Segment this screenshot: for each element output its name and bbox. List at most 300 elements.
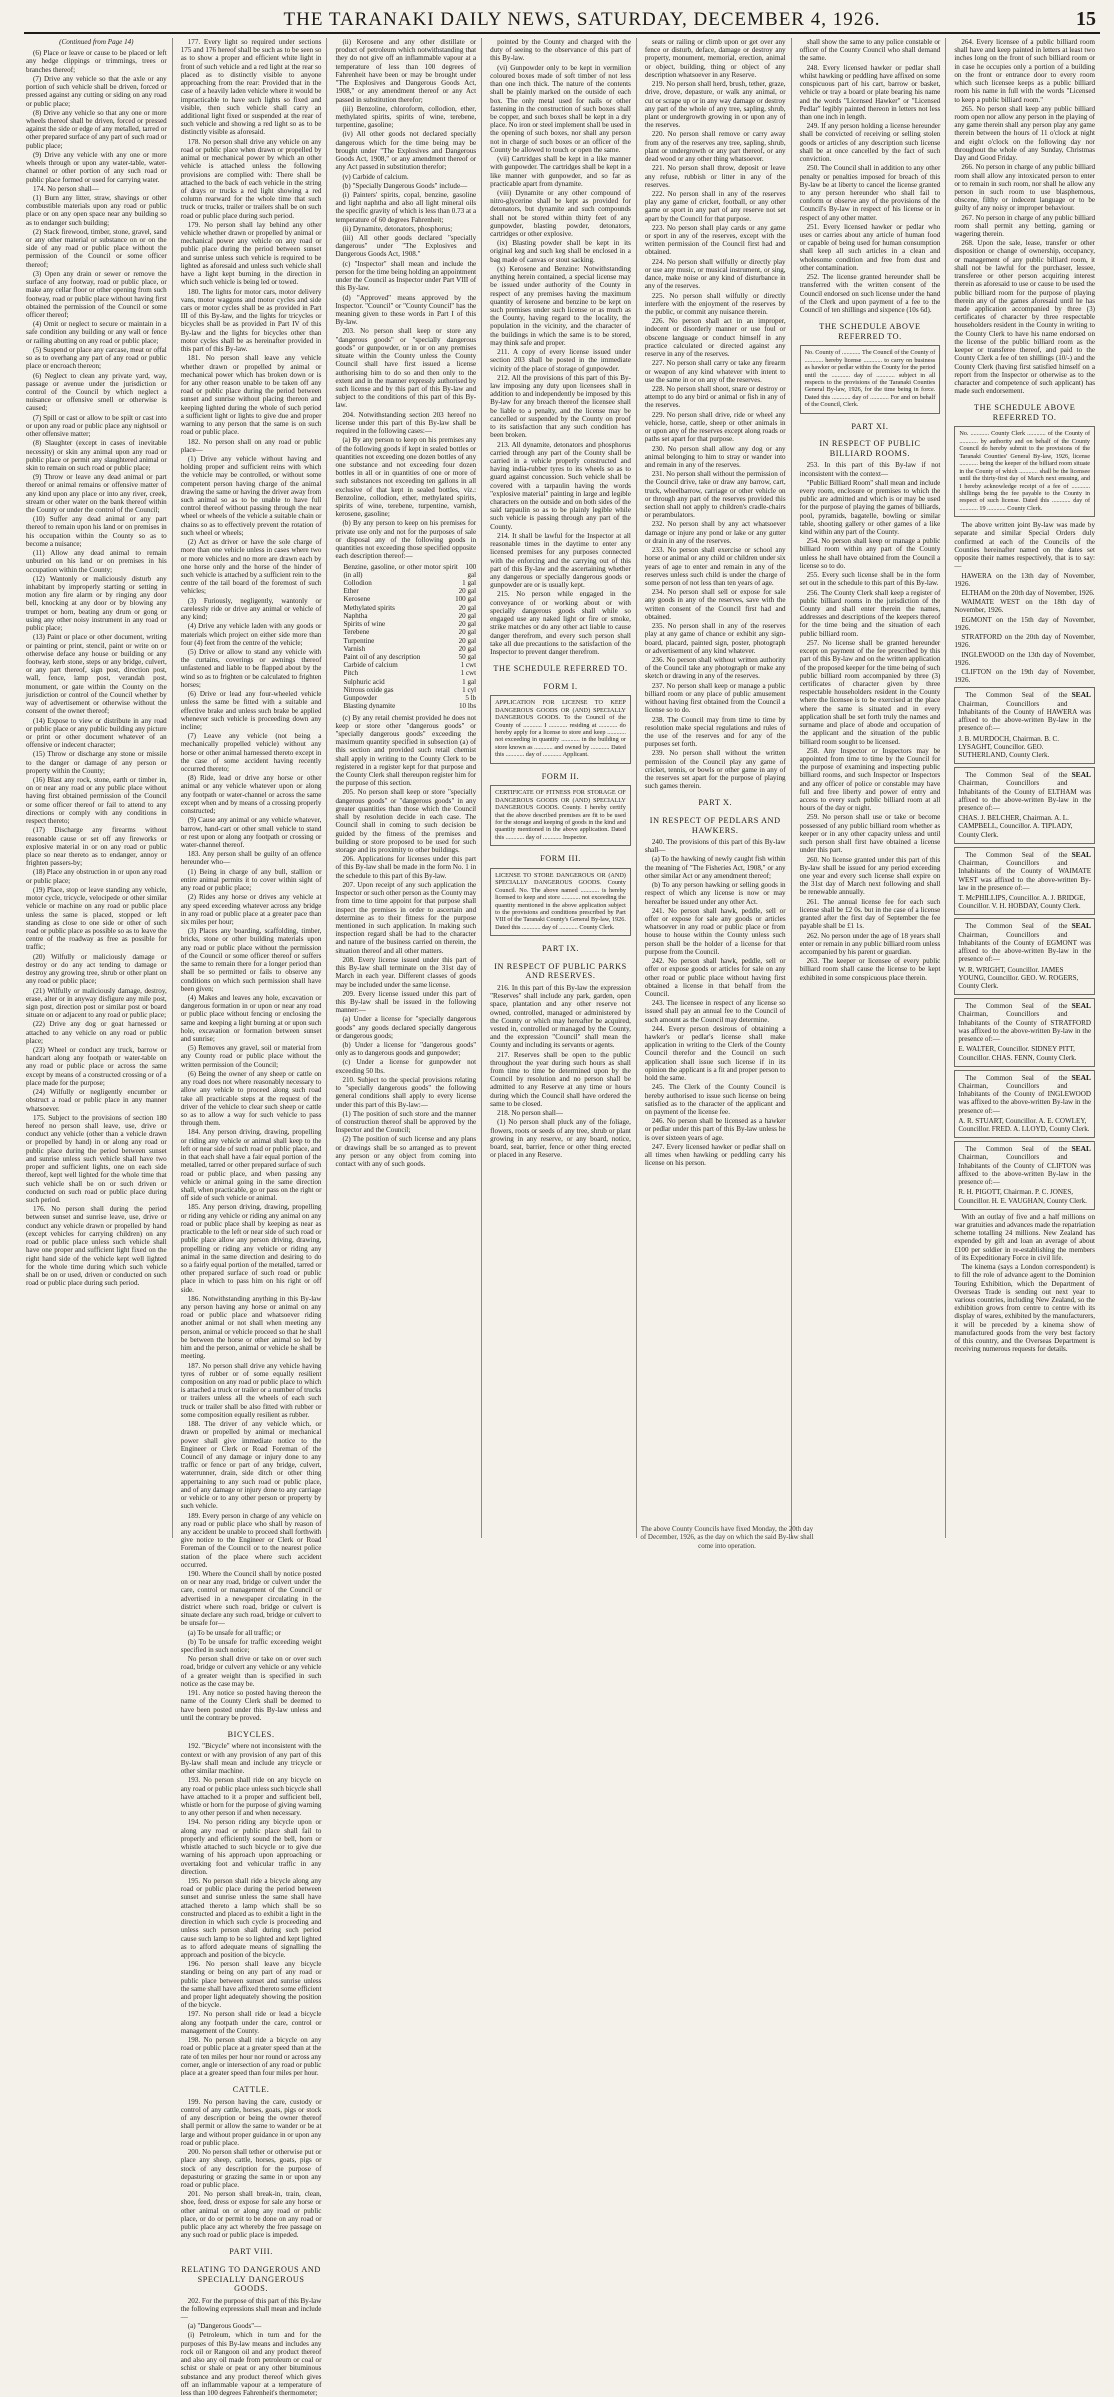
goods-quantity: 20 gal	[458, 636, 477, 645]
paragraph: (8) Drive any vehicle so that any one or more wheels thereof shall be driven, forced or pressed against the side or edge of any metalled, tarred or other prepared surface of any part of such road or public place;	[26, 108, 167, 150]
paragraph: 255. Every such license shall be in the form set out in the schedule to this part of this By-law.	[799, 571, 941, 588]
paragraph: (6) Being the owner of any sheep or cattle on any road does not where reasonably necessary to allow any vehicle to proceed along such road take all practicable steps at the request of the driver of the vehicle to clear such sheep or cattle so as to allow a way for such vehicle to pass through them.	[180, 1069, 322, 1128]
paragraph: ELTHAM on the 20th day of November, 1926.	[961, 589, 1095, 597]
paragraph: "Public Billiard Room" shall mean and include every room, enclosure or premises to which the public are admitted and which is or may be used for the purpose of playing the games of billiards, pool, pyramids, bagatelle, bowling or similar table, shooting gallery or other games of a like kind within any part of the County.	[799, 478, 941, 537]
schedule-form	[800, 345, 941, 414]
goods-name: Collodion	[343, 579, 372, 587]
goods-quantity: 100 gal	[465, 562, 477, 579]
paragraph: 192. "Bicycle" where not inconsistent with the context or with any provision of any part of this By-law shall mean and include any tricycle or other similar machine.	[180, 1742, 322, 1776]
signatories: E. WALTER, Councillor. SIDNEY PITT, Councillor. CHAS. FENN, County Clerk.	[958, 1045, 1077, 1062]
seal-attestation	[954, 847, 1095, 916]
paragraph: 229. No person shall drive, ride or wheel any vehicle, horse, cattle, sheep or other animals in or upon any of the reserves except along roads or paths set apart for that purpose.	[644, 410, 786, 444]
goods-quantity: 5 lb	[465, 694, 477, 703]
paragraph: (ii) Dynamite, detonators, phosphorus;	[342, 224, 453, 233]
seal-attestation	[954, 1141, 1095, 1210]
paragraph: (3) Places any boarding, scaffolding, timber, bricks, stone or other building materials upon any road or public place without the permission of the Council or some officer thereof or suffers the same to remain there for a longer period than shall be so permitted or fails to observe any conditions on which such permission shall have been given;	[180, 927, 322, 993]
section-heading: PART X.	[698, 798, 733, 808]
goods-name: Turpentine	[343, 636, 375, 645]
paragraph: (1) The position of such store and the manner of construction thereof shall be approved by the Inspector and the Council;	[335, 1109, 477, 1135]
paragraph: (13) Paint or place or other document, writing or painting or print, stencil, paint or write on or otherwise deface any house or building or any footway, kerb stone, steps or any bridge, culvert, or any part thereof, sign post, direction post, wall, fence, lamp post, verandah post, monument, or gate within the County on the jurisdiction or control of the Council whether by way of advertisement or otherwise without the consent of the owner thereof;	[26, 633, 167, 716]
signatories: J. B. MURDOCH, Chairman. B. C. LYSAGHT, Councillor. GEO. SUTHERLAND, County Clerk.	[958, 734, 1060, 759]
paragraph: 181. No person shall leave any vehicle whether drawn or propelled by animal or mechanical power which has broken down or is for any other reason unable to be taken off any road or public place during the period between sunset and sunrise without placing thereon and keeping lighted during the whole of such period a sufficient light or lights to give due and proper warning to any person that the same is on such road or public place.	[180, 354, 322, 437]
paragraph: 245. The Clerk of the County Council is hereby authorised to issue such license on being satisfied as to the character of the applicant and on payment of the license fee.	[644, 1083, 786, 1117]
quantity-row	[343, 579, 476, 587]
paragraph: (10) Suffer any dead animal or any part thereof to remain upon his land or on premises in his occupation within the County so as to become a nuisance;	[26, 515, 167, 548]
schedule-form-text: CERTIFICATE OF FITNESS FOR STORAGE OF DANGEROUS GOODS OR (AND) SPECIALLY DANGEROUS GOODS. County. I hereby certify that the above described premises are fit to be used for the storage and keeping of goods in the kind and quantity mentioned in the above application. Dated this ............ day of ............ Inspector.	[495, 789, 626, 841]
paragraph: (6) Drive or lead any four-wheeled vehicle unless the same be fitted with a suitable and effective brake and unless such brake be applied whenever such vehicle is proceeding down any incline;	[180, 690, 322, 731]
paragraph: INGLEWOOD on the 13th day of November, 1926.	[954, 650, 1096, 667]
goods-name: Sulphuric acid	[343, 677, 385, 686]
paragraph: 224. No person shall wilfully or directly play or use any music, or musical instrument, or sing, dance, make noise or any kind of disturbance in any of the reserves.	[644, 257, 786, 291]
quantity-row	[343, 678, 476, 686]
quantity-row	[343, 595, 476, 603]
goods-quantity: 1 gal	[462, 677, 477, 686]
paragraph: 195. No person shall ride a bicycle along any road or public place during the period between sunset and sunrise unless the same shall have attached thereto a lamp which shall be so constructed and placed as to exhibit a light in the direction in which such cycle is proceeding and unless such person shall during such period cause such lamp to be so lighted and kept lighted as to afford adequate means of signalling the approach and position of the bicycle.	[180, 1876, 322, 1959]
paragraph: 211. A copy of every license issued under section 203 shall be posted in the immediate vicinity of the place of storage of gunpowder.	[490, 348, 631, 373]
paragraph: 237. No person shall keep or manage a public billiard room or any place of public amusement without having first obtained from the Council a license so to do.	[644, 681, 786, 715]
paragraph: (2) The position of such license and any plans or drawings shall be so arranged as to prevent any person or any object from coming into contact with any of such goods.	[335, 1135, 477, 1169]
seal-mark: SEAL	[1071, 770, 1092, 780]
seal-mark: SEAL	[1071, 849, 1092, 859]
paragraph: (9) Drive any vehicle with any one or more wheels through or upon any water-table, water-channel or other portion of any such road or public place formed or used for carrying water.	[26, 150, 167, 184]
paragraph: 189. Every person in charge of any vehicle on any road or public place who shall by reason of any accident be unable to proceed shall forthwith give notice to the Engineer or Clerk or Road Foreman of the Council or to the nearest police station of the place where such accident occurred.	[180, 1511, 322, 1569]
paragraph: 242. No person shall hawk, peddle, sell or offer or expose goods or articles for sale on any other road or public place without having first obtained a license in that behalf from the Council.	[644, 957, 786, 998]
text-column	[798, 38, 947, 1538]
seal-mark: SEAL	[1071, 921, 1092, 931]
goods-quantity: 20 gal	[458, 611, 477, 620]
paragraph: (4) Drive any vehicle laden with any goods or materials which project on either side more than four (4) feet from the centre of the vehicle;	[180, 622, 322, 647]
seal-text: The Common Seal of the Chairman, Councillors and Inhabitants of the County of CLIFTON was affixed to the above-written By-law in the presence of:—	[958, 1145, 1092, 1187]
seal-attestation	[954, 1070, 1095, 1139]
text-column	[333, 38, 482, 1538]
paragraph: (v) Carbide of calcium.	[342, 172, 409, 181]
paragraph: 177. Every light so required under sections 175 and 176 hereof shall be such as to be seen so as to show a proper and efficient white light in front of such vehicle and a red light at the rear so placed as to distinctly visible to anyone approaching from the rear: Provided that in the case of a heavily laden vehicle where it would be impracticable to have such lights so fixed and visible, then such vehicle shall carry an additional light fixed or suspended at the rear of such vehicle and showing a red light so as to be distinctly visible as aforesaid.	[180, 38, 322, 137]
paragraph: (12) Wantonly or maliciously disturb any inhabitant by improperly starting or setting in motion any fire alarm or by ringing any door bell, knocking at any door or by blowing any trumpet or horn, beating any drum or gong or using any other noisy instrument in any road or public place;	[26, 574, 167, 633]
paragraph: 247. Every licensed hawker or pedlar shall on all times when hawking or peddling carry his license on his person.	[644, 1142, 786, 1168]
goods-name: Methylated spirits	[343, 603, 395, 612]
paragraph: 198. No person shall ride a bicycle on any road or public place at a greater speed than at the rate of ten miles per hour nor round or across any corner, angle or intersection of any road or public place at a greater speed than four miles per hour.	[180, 2036, 322, 2078]
paragraph: 183. Any person shall be guilty of an offence hereunder who—	[180, 850, 322, 867]
goods-name: Carbide of calcium	[343, 661, 398, 670]
quantity-row	[343, 702, 476, 710]
paragraph: 220. No person shall remove or carry away from any of the reserves any tree, sapling, shrub, plant or undergrowth or any part thereof, or any dead wood or any other thing whatsoever.	[644, 130, 786, 164]
section-heading: IN RESPECT OF PUBLIC PARKS AND RESERVES.	[494, 961, 627, 981]
paragraph: 219. No person shall herd, brush, tether, graze, drive, drove, depasture, or walk any animal, or cut or scrape up or in any way damage or destroy any part of the whole of any tree, sapling, shrub, plant or undergrowth growing in or upon any of the reserves.	[644, 80, 786, 130]
paragraph: 259. No person shall use or take or become possessed of any public billiard room whether as keeper or in any other capacity unless and until such person shall first have obtained a license under this part.	[799, 813, 941, 855]
paragraph: 193. No person shall ride on any bicycle on any road or public place unless such bicycle shall have attached to it a proper and sufficient bell, whistle or horn for the purpose of giving warning to any other person if and when necessary.	[180, 1776, 322, 1818]
quantity-row	[343, 637, 476, 645]
quantity-row	[343, 620, 476, 628]
section-heading: FORM III.	[540, 854, 581, 864]
goods-quantity: 20 gal	[458, 620, 477, 629]
paragraph: (5) Removes any gravel, soil or material from any County road or public place without the written permission of the Council;	[180, 1044, 322, 1069]
paragraph: (a) "Dangerous Goods"—	[187, 2322, 262, 2331]
paragraph: 233. No person shall exercise or school any horse or animal or any child or children under six years of age to enter and remain in any of the reserves unless such child is under the charge of some person of not less than ten years of age.	[644, 546, 786, 587]
paragraph: 221. No person shall throw, deposit or leave any refuse, rubbish or litter in any of the reserves.	[644, 164, 786, 189]
seal-attestation	[954, 998, 1095, 1067]
goods-name: Gunpowder	[343, 694, 377, 703]
goods-name: Varnish	[343, 644, 366, 653]
seal-mark: SEAL	[1071, 1072, 1092, 1082]
section-heading: THE SCHEDULE ABOVE REFERRED TO.	[974, 403, 1076, 422]
goods-quantity: 10 lbs	[459, 702, 477, 711]
paragraph: (a) To be unsafe for all traffic; or	[187, 1628, 281, 1637]
paragraph: EGMONT on the 15th day of November, 1926.	[954, 615, 1096, 632]
signatories: W. R. WRIGHT, Councillor. JAMES YOUNG, Councillor. GEO. W. ROGERS, County Clerk.	[958, 965, 1079, 990]
paragraph: 201. No person shall break-in, train, clean, shoe, feed, dress or expose for sale any horse or other animal on or along any road or public place, or do or permit to be done on any road or public place any act whereby the free passage on any such road or public place is impeded.	[180, 2190, 322, 2240]
paragraph: 244. Every person desirous of obtaining a hawker's or pedlar's license shall make application in writing to the Clerk of the County Council therefor and the Council on such application shall issue such license if in its opinion the applicant is a fit and proper person to hold the same.	[644, 1024, 786, 1083]
paragraph: 175. Subject to the provisions of section 180 hereof no person shall leave, use, drive or conduct any vehicle (other than a vehicle drawn or propelled by hand) in or along any road or public place during the period between sunset and sunrise unless such vehicle shall have two proper and sufficient lights, one on each side thereof, kept well lighted for the whole time that such vehicle shall be on or such driven or conducted on such road or public place during such period.	[26, 1113, 167, 1204]
paragraph: 179. No person shall lay behind any other vehicle whether drawn or propelled by animal or mechanical power any vehicle on any road or public place during the period between sunset and sunrise unless such vehicle is required to be lighted as aforesaid and unless such vehicle shall have a light kept burning in the direction in which such vehicle is being led or towed.	[180, 220, 322, 287]
schedule-form-text: No. ............ County Clerk ............ of the County of ............ by authority and on behalf of the County Council do hereby submit to the provisions of the Taranaki Counties' General By-law, 1926, license ............ being the keeper of the billiard room situate in the County of which ............ shall be the licensee until the thirty-first day of March next ensuing, and I hereby acknowledge receipt of a fee of ............ shillings being the fee payable to the County in respect of such license. Dated this ............ day of ............ 19 ............ County Clerk.	[959, 430, 1091, 512]
paragraph: 209. Every license issued under this part of this By-law shall be issued in the following manner:—	[335, 989, 477, 1015]
goods-name: Naphtha	[343, 611, 368, 620]
paragraph: CLIFTON on the 19th day of November, 1926.	[954, 667, 1096, 685]
paragraph: (17) Discharge any firearms without reasonable cause or set off any fireworks or explosive material in or on any road or public place so near thereto as to endanger, annoy or frighten passers-by;	[26, 826, 167, 868]
paragraph: (a) Under a license for "specially dangerous goods" any goods declared specially dangerous or dangerous goods;	[335, 1015, 477, 1040]
goods-quantity: 100 gal	[455, 595, 477, 604]
quantity-row	[343, 563, 476, 579]
paragraph: (22) Drive any dog or goat harnessed or attached to any vehicle on any road or public place;	[26, 1020, 167, 1045]
goods-quantity: 20 gal	[458, 603, 477, 612]
quantity-row	[343, 645, 476, 653]
paragraph: (2) Stack firewood, timber, stone, gravel, sand or any other material or substance on or on the side of any road or public place without the permission of the Council or some officer thereof;	[26, 227, 167, 269]
seal-attestation	[954, 767, 1095, 844]
goods-quantity: 20 gal	[458, 644, 477, 653]
schedule-form-text: LICENSE TO STORE DANGEROUS OR (AND) SPECIALLY DANGEROUS GOODS. County Council. No. The above named ............ is hereby licensed to keep and store ............ not exceeding the quantity mentioned in the above application subject to the provisions and conditions prescribed by Part VIII of the Taranaki County's General By-law, 1926. Dated this ............ day of ............ County Clerk.	[495, 871, 626, 931]
paragraph: (8) Ride, lead or drive any horse or other animal or any vehicle whatever upon or along any footpath or water-channel or across the same except when and by means of a crossing properly constructed;	[180, 774, 322, 816]
signatories: A. R. STUART, Councillor. A. E. COWLEY, Councillor. FRED. A. LLOYD, County Clerk.	[958, 1116, 1090, 1134]
paragraph: (iii) Benzoline, chloroform, collodion, ether, methylated spirits, spirits of wine, terebene, turpentine, gasoline;	[335, 104, 477, 130]
paragraph: 228. No person shall shoot, snare or destroy or attempt to do any bird or animal or fish in any of the reserves.	[644, 384, 786, 410]
paragraph: 176. No person shall during the period between sunset and sunrise leave, use, drive or conduct any vehicle drawn or propelled by hand (except vehicles for carrying children) on any road or public place unless such vehicle shall have one proper and sufficient light fixed on the right hand side of the vehicle kept well lighted for the whole time during which such vehicle shall be on or used, driven or conducted on such road or public place during such period.	[26, 1205, 167, 1288]
paragraph: The kinema (says a London correspondent) is to fill the role of advance agent to the Dominion Touring Exhibition, which the Department of Overseas Trade is sending out next year to various countries, including New Zealand, so the exhibition grows from centre to centre with its display of wares, exhibited by the manufacturers, it will be preceded by a kinema show of manufactured goods from the very best factory of this country, and the Overseas Department is receiving numerous requests for details.	[954, 1263, 1096, 1354]
goods-name: Benzine, gasoline, or other motor spirit (in all)	[343, 562, 458, 579]
paragraph: (15) Throw or discharge any stone or missile to the danger or damage of any person or property within the County;	[26, 750, 167, 775]
paragraph: 248. Every licensed hawker or pedlar shall whilst hawking or peddling have affixed on some conspicuous part of his cart, barrow or basket, vehicle or tray a board or plate bearing his name and the words "Licensed Hawker" or "Licensed Pedlar" legibly painted thereon in letters not less than one inch in length.	[799, 63, 941, 121]
paragraph: 206. Applications for licenses under this part of this By-law shall be made in the form No. 1 in the schedule to this part of this By-law.	[335, 855, 477, 880]
paragraph: 208. Every license issued under this part of this By-law shall terminate on the 31st day of March in each year. Different classes of goods may be included under the same license.	[335, 955, 477, 989]
paragraph: 241. No person shall hawk, peddle, sell or offer or expose for sale any goods or articles whatsoever in any road or public place or from house to house within the County unless such person shall be the holder of a license for that purpose from the Council.	[644, 906, 786, 956]
paragraph: 263. The keeper or licensee of every public billiard room shall cause the license to be kept exhibited in some conspicuous place therein.	[799, 957, 941, 982]
paragraph: (18) Place any obstruction in or upon any road or public place;	[26, 868, 167, 885]
paragraph: 258. Any Inspector or Inspectors may be appointed from time to time by the Council for the purpose of examining and inspecting public billiard rooms, and such Inspector or Inspectors and any officer of police or constable may have full and free liberty and power of entry and access to every such public billiard room at all hours of the day or night.	[799, 746, 941, 813]
paragraph: (i) Petroleum, which in turn and for the purposes of this By-law means and includes any rock oil or Rangoon oil and any product thereof and also any oil made from petroleum or coal or schist or shale or peat or any other bituminous substance and any product thereof which gives off an inflammable vapour at a temperature of less than 100 degrees Fahrenheit's thermometer;	[180, 2331, 322, 2397]
paragraph: (1) No person shall pluck any of the foliage, flowers, roots or seeds of any tree, shrub or plant growing in any reserve, or any board, notice, board, seat, barrier, fence or other thing erected or placed in any Reserve.	[490, 1118, 631, 1160]
seal-mark: SEAL	[1071, 1001, 1092, 1011]
paragraph: (9) Throw or leave any dead animal or part thereof or animal remains or offensive matter of any kind upon any place or into any river, creek, stream or other water on the bank thereof within the County or under the control of the Council;	[26, 473, 167, 515]
section-heading: BICYCLES.	[227, 1729, 275, 1739]
goods-name: Kerosene	[343, 595, 371, 604]
section-heading: RELATING TO DANGEROUS AND SPECIALLY DANGEROUS GOODS.	[181, 2264, 321, 2294]
paragraph: 223. No person shall play cards or any game or sport in any of the reserves, except with the written permission of the Council first had and obtained.	[644, 223, 786, 257]
paragraph: 213. All dynamite, detonators and phosphorus carried through any part of the County shall be carried in a vehicle properly constructed and having india-rubber tyres to its wheels so as to guard against concussion. Such vehicle shall be covered with a tarpaulin having the words "explosive material" painting in large and legible characters on the outside and on both sides of the said tarpaulin so as to be plainly legible while such vehicle is passing through any part of the County.	[490, 440, 631, 531]
paragraph: 257. No license shall be granted hereunder except on payment of the fee prescribed by this part of this By-law and on the written application of the proposed keeper for the time being of such public billiard room accompanied by three (3) certificates of character given by three respectable householders resident in the County where the licensee is to be exercised at the place where the same is situated and in every application shall be set forth truly the names and surname and place of abode and occupation of the applicant and the situation of the public billiard room sought to be licensed.	[799, 638, 941, 746]
paragraph: 216. In this part of this By-law the expression "Reserves" shall include any park, garden, open space, plantation and any other reserve not owned, controlled, managed or administered by the County or which may hereafter be acquired, vested in, controlled or managed by the County, and the expression "Council" shall mean the County and including its servants or agents.	[490, 983, 631, 1050]
text-column	[488, 38, 637, 1538]
paragraph: (1) Being in charge of any bull, stallion or entire animal permits it to cover within sight of any road or public place;	[180, 867, 322, 893]
paragraph: (5) Drive or allow to stand any vehicle with the curtains, coverings or awnings thereof unfastened and liable to be flapped about by the wind so as to frighten or be calculated to frighten horses;	[180, 647, 322, 689]
paragraph: (3) Furiously, negligently, wantonly or carelessly ride or drive any animal or vehicle of any kind;	[180, 596, 322, 622]
paragraph: STRATFORD on the 20th day of November, 1926.	[954, 633, 1096, 650]
quantity-row	[343, 604, 476, 612]
paragraph: 180. The lights for motor cars, motor delivery vans, motor waggons and motor cycles and side cars or motor cycles shall be as provided in Part III of this By-law, and the lights for tricycles or bicycles shall be as provided in Part IV of this By-law and the lights for bicycles other than motor cycles shall be as hereinafter provided in this part of this By-law.	[180, 287, 322, 354]
signatories: T. McPHILLIPS, Councillor. A. J. BRIDGE, Councillor. V. H. HOBDAY, County Clerk.	[958, 894, 1086, 911]
paragraph: (b) To any person hawking or selling goods in respect of which any license is now or may hereafter be issued under any other Act.	[644, 881, 786, 906]
quantity-row	[343, 661, 476, 669]
paragraph: (1) Burn any litter, straw, shavings or other combustible materials upon any road or public place or on any open space near any building so as to endanger such building;	[26, 193, 167, 227]
paragraph: 199. No person having the care, custody or control of any cattle, horses, goats, pigs or stock of any description or being the owner thereof shall permit or allow the same to wander or be at large and without proper guidance in or upon any road or public place.	[180, 2097, 322, 2147]
goods-quantity: 20 gal	[458, 587, 477, 596]
paragraph: (3) Open any drain or sewer or remove the surface of any footway, road or public place, or make any cellar floor or other opening from such footway, road or public place without having first obtained the permission of the Council or some officer thereof;	[26, 269, 167, 319]
paragraph: (iii) All other goods declared "specially dangerous" under "The Explosives and Dangerous Goods Act, 1908."	[335, 234, 477, 259]
paragraph: (x) Kerosene and Benzine: Notwithstanding anything herein contained, a special license may be issued under authority of the County in respect of any premises having the maximum quantity of kerosene and benzine to be kept on such premises under such license or as much as the County, having regard to the locality, the population in the vicinity, and the character of the buildings in which the same is to be stored, may think safe and proper.	[490, 264, 631, 347]
paragraph: (a) To the hawking of newly caught fish within the meaning of "The Fisheries Act, 1908," or any other similar Act or any amendment thereof;	[644, 855, 786, 880]
paragraph: (4) Omit or neglect to secure or maintain in a safe condition any building or any wall or fence or railing abutting on any road or public place;	[26, 320, 167, 345]
quantity-row	[343, 628, 476, 636]
paragraph: (4) Makes and leaves any hole, excavation or dangerous formation in or upon or near any road or public place without fencing or enclosing the same and keeping a light burning at or upon such hole, excavation or formation between sunset and sunrise;	[180, 993, 322, 1044]
paragraph: (ii) Kerosene and any other distillate or product of petroleum which notwithstanding that they do not give off an inflammable vapour at a temperature of less than 100 degrees of Fahrenheit have been or may be brought under "The Explosives and Dangerous Goods Act, 1908," or any amendment thereof or any Act passed in substitution therefor;	[335, 38, 477, 104]
section-heading: PART VIII.	[229, 2247, 273, 2257]
goods-quantity: 50 gal	[458, 652, 477, 661]
paragraph: 212. All the provisions of this part of this By-law imposing any duty upon licensees shall in addition to and independently be imposed by this By-law for any breach thereof the licensee shall be liable to a penalty, and the license may be cancelled or suspended by the County on proof to its satisfaction that any such condition has been broken.	[490, 373, 631, 440]
paragraph: (20) Wilfully or maliciously damage or destroy or do any act tending to damage or destroy any growing tree, shrub or other plant on any road or public place;	[26, 952, 167, 986]
paragraph: (21) Wilfully or maliciously damage, destroy, erase, alter or in anyway disfigure any mile post, sign post, direction post or similar post or board situate on or adjacent to any road or public place;	[26, 986, 167, 1020]
paragraph: 214. It shall be lawful for the Inspector at all reasonable times in the daytime to enter any licensed premises for any purposes connected with the enforcing and the carrying out of this part of this By-law and the ascertaining whether any dangerous or specially dangerous goods or gunpowder are or is usually kept.	[490, 531, 631, 590]
continued-note: (Continued from Page 14)	[59, 38, 134, 46]
paragraph: 185. Any person driving, drawing, propelling or riding any vehicle or riding any animal on any road or public place shall by keeping as near as practicable to the left or near side of such road or public place allow any person driving, drawing, propelling or riding any vehicle or riding any animal in the same direction and desiring to do so a fairly equal portion of the metalled, tarred or other prepared surface of such road or public place in which to pass him on his right or off side.	[180, 1203, 322, 1294]
paragraph: (c) Under a license for gunpowder not exceeding 50 lbs.	[335, 1058, 477, 1075]
paragraph: (8) Slaughter (except in cases of inevitable necessity) or skin any animal upon any road or public place or permit any slaughtered animal or skin to remain on such road or public place;	[26, 439, 167, 472]
section-heading: IN RESPECT OF PUBLIC BILLIARD ROOMS.	[819, 439, 921, 458]
goods-name: Pitch	[343, 669, 359, 678]
paragraph: (b) By any person to keep on his premises for private use only and not for the purposes of sale or disposal any of the following goods in quantities not exceeding those specified opposite each description thereof:—	[335, 519, 477, 561]
paragraph: (2) Rides any horse or drives any vehicle at any speed exceeding whatever across any bridge in any road or public place at a greater pace than six miles per hour;	[180, 893, 322, 926]
paragraph: (b) Under a license for "dangerous goods" only as to dangerous goods and gunpowder;	[335, 1041, 477, 1058]
paragraph: 265. No person shall keep any public billiard room open nor allow any person in the playing of any game therein shall any person play any game therein between the hours of 11 o'clock at night and eight o'clock on the following day nor throughout the whole of any Sunday, Christmas Day and Good Friday.	[954, 104, 1096, 163]
paragraph: 190. Where the Council shall by notice posted on or near any road, bridge or culvert under the care, control or management of the Council or advertised in a newspaper circulating in the district where such road, bridge or culvert is situate declare any such road, bridge or culvert to be unsafe for—	[180, 1570, 322, 1628]
masthead	[24, 6, 1100, 34]
text-column	[643, 38, 792, 1538]
paragraph: 204. Notwithstanding section 203 hereof no license under this part of this By-law shall be required in the following cases:—	[335, 410, 477, 436]
seal-mark: SEAL	[1071, 1144, 1092, 1154]
page-number: 15	[1075, 8, 1096, 30]
goods-name: Ether	[343, 587, 359, 596]
paragraph: (b) To be unsafe for traffic exceeding weight specified in such notice;	[180, 1637, 322, 1654]
seal-mark: SEAL	[1071, 690, 1092, 700]
paragraph: 188. The driver of any vehicle which, or drawn or propelled by animal or mechanical power shall give immediate notice to the Engineer or Clerk or Road Foreman of the Council of any damage or injury done to any traffic or fence or part of any bridge, culvert, waterrunner, drain, side ditch or other thing appertaining to any such road or public place, and of any damage or injury done to any carriage or vehicle or to any other person or property by such vehicle.	[180, 1420, 322, 1511]
paragraph: 210. Subject to the special provisions relating to "specially dangerous goods" the following general conditions shall apply to every license under this part of this By-law:—	[335, 1075, 477, 1109]
paragraph: 182. No person shall on any road or public place—	[180, 437, 322, 454]
seal-attestation	[954, 687, 1095, 764]
text-column	[179, 38, 328, 2397]
paragraph: 240. The provisions of this part of this By-law shall—	[644, 838, 786, 855]
paragraph: 256. The County Clerk shall keep a register of public billiard rooms in the jurisdiction of the County and shall enter therein the names, addresses and descriptions of the keepers thereof for the time being and the situation of each public billiard room.	[799, 588, 941, 638]
paragraph: (9) Cause any animal or any vehicle whatever, barrow, hand-cart or other small vehicle to stand or rest upon or along any footpath or crossing or water-channel thereof.	[180, 816, 322, 849]
paragraph: 249. If any person holding a license hereunder shall be convicted of receiving or selling stolen goods or articles of any description such license shall be at once cancelled by the fact of such conviction.	[799, 122, 941, 164]
paragraph: (ix) Blasting powder shall be kept in its original keg and such keg shall be enclosed in a bag made of canvas or stout sacking.	[490, 239, 631, 264]
paragraph: 231. No person shall without the permission of the Council drive, take or draw any barrow, cart, truck, wheelbarrow, carriage or other vehicle on or through any part of the reserves provided this section shall not apply to children's cradle-chairs or perambulators.	[644, 470, 786, 520]
section-heading: FORM II.	[541, 771, 580, 781]
section-heading: CATTLE.	[232, 2085, 270, 2095]
paragraph: (iv) All other goods not declared specially dangerous which for the time being may be brought under "The Explosives and Dangerous Goods Act, 1908," or any amendment thereof or any Act passed in substitution therefor;	[335, 130, 477, 172]
paragraph: 205. No person shall keep or store "specially dangerous goods" or "dangerous goods" in any greater quantities than those which the Council shall by resolution decide in each case. The Council shall in coming to such decision be guided by the fitness of the premises and building or store proposed to be used for such storage and its proximity to other buildings.	[335, 788, 477, 854]
section-heading: THE SCHEDULE REFERRED TO.	[493, 664, 628, 674]
paragraph: 196. No person shall leave any bicycle standing or being on any part of any road or public place between sunset and sunrise unless the same shall have affixed thereto some efficient and proper light adequately showing the position of the bicycle.	[180, 1960, 322, 2010]
schedule-form-text: APPLICATION FOR LICENSE TO KEEP DANGEROUS GOODS OR (AND) SPECIALLY DANGEROUS GOODS. To the Council of the County of ............ I ............ residing at ............ do hereby apply for a license to store and keep ............ not exceeding in quantity ............ in the building or store known as ............ and owned by ............ Dated this ............ day of ............ Applicant.	[495, 699, 626, 759]
paragraph: 207. Upon receipt of any such application the Inspector or such other person as the County may from time to time appoint for that purpose shall inspect the premises in order to ascertain and determine as to their fitness for the purpose mentioned in such application. In making such inspection regard shall be had to the character and nature of the business carried on therein, the situation thereof and all other matters.	[335, 880, 477, 955]
paragraph: 178. No person shall drive any vehicle on any road or public place when drawn or propelled by animal or mechanical power by which an other vehicle is attached unless the following provisions are complied with: There shall be attached to the back of each vehicle in the string of drays or trucks a red light showing a red column rearward for the whole time that such truck or trucks, trailer or trailers shall be on such road or public place during such period.	[180, 137, 322, 220]
seal-attestation	[954, 918, 1095, 995]
paragraph: 187. No person shall drive any vehicle having tyres of rubber or of some equally resilient composition on any road or public place to which is attached a truck or trailer or a number of trucks or trailers unless all the wheels of each such truck or trailer shall be also fitted with rubber or some composition equally resilient as rubber.	[180, 1361, 322, 1419]
paragraph: 267. No person in charge of any public billiard room shall permit any betting, gaming or wagering therein.	[954, 213, 1096, 239]
paragraph: (16) Blast any rock, stone, earth or timber in, on or near any road or any public place without having first obtained permission of the Council or some officer thereof or fail to attend to any directions or comply with any conditions in respect thereto;	[26, 776, 167, 826]
paragraph: (vii) Cartridges shall be kept in a like manner with gunpowder. The cartridges shall be kept in a like manner with gunpowder, and so far as practicable apart from dynamite.	[490, 155, 631, 188]
paragraph: 222. No person shall in any of the reserves play any game of cricket, football, or any other game or sport in any part of any reserve not set apart by the Council for that purpose.	[644, 189, 786, 223]
paragraph: 197. No person shall ride or lead a bicycle along any footpath under the care, control or management of the County.	[180, 2010, 322, 2035]
paragraph: 261. The annual license fee for each such license shall be £2 0s. but in the case of a license granted after the first day of September the fee payable shall be £1 1s.	[799, 897, 941, 931]
goods-quantity: 1 gal	[462, 579, 477, 587]
quantity-row	[343, 612, 476, 620]
paragraph: 227. No person shall carry or take any firearm or weapon of any kind whatever with intent to use the same in or on any of the reserves.	[644, 359, 786, 384]
paragraph: 184. Any person driving, drawing, propelling or riding any vehicle or animal shall keep to the left or near side of such road or public place, and in that each shall have a fair equal portion of the metalled, tarred or other prepared surface of such road or public place, and when passing any vehicle or animal going in the same direction shall, when practicable, go or pass on the right or off side of such vehicle or animal.	[180, 1128, 322, 1203]
paragraph: (d) "Approved" means approved by the Inspector. "Council" or "County Council" has the meaning given to these words in Part I of this By-law.	[335, 293, 477, 327]
paragraph: (viii) Dynamite or any other compound of nitro-glycerine shall be kept as provided for detonators, but dynamite and such compounds shall not be stored within thirty feet of any gunpowder, blasting powder, detonators, cartridges or other explosive.	[490, 188, 631, 239]
text-column	[24, 38, 173, 1538]
signatories: R. H. PIGOTT, Chairman. P. C. JONES, Councillor. H. E. VAUGHAN, County Clerk.	[958, 1188, 1087, 1205]
text-column	[952, 38, 1100, 1538]
paragraph: With an outlay of five and a half millions on war gratuities and advances made the repatriation scheme totalling 24 millions. New Zealand has expended by gift and loan an average of about £100 per soldier in re-establishing the members of its Expeditionary Force in civil life.	[954, 1212, 1096, 1262]
paragraph: 217. Reserves shall be open to the public throughout the year during such hours as shall from time to time be determined upon by the Council by resolution and no person shall be admitted to any Reserve at any time or hours during which the Council shall have ordered the same to be closed.	[490, 1050, 631, 1108]
paragraph: (7) Drive any vehicle so that the axle or any portion of such vehicle shall be driven, forced or pressed against any cutting or siding on any road or public place;	[26, 74, 167, 108]
paragraph: 251. Every licensed hawker or pedlar who uses or carries about any article of human food or capable of being used for human consumption shall keep all such articles in a clean and wholesome condition and free from dust and other contamination.	[799, 222, 941, 272]
paragraph: 194. No person riding any bicycle upon or along any road or public place shall fail to properly and efficiently sound the bell, horn or whistle attached to such bicycle or to give due warning of his approach upon approaching or overtaking foot and vehicular traffic in any direction.	[180, 1818, 322, 1876]
goods-quantity: 20 gal	[458, 628, 477, 637]
signatories: CHAS. J. BELCHER, Chairman. A. L. CAMPBELL, Councillor. A. TIPLADY, County Clerk.	[958, 814, 1073, 839]
section-heading: IN RESPECT OF PEDLARS AND HAWKERS.	[649, 815, 781, 835]
paragraph: (14) Expose to view or distribute in any road or public place or any public building any picture or print or other document whatever of an offensive or indecent character;	[26, 716, 167, 750]
paragraph: 234. No person shall sell or expose for sale any goods in any of the reserves, save with the written consent of the Council first had and obtained.	[644, 588, 786, 621]
paragraph: 203. No person shall keep or store any "dangerous goods" or "specially dangerous goods" or gunpowder, or in or on any premises situate within the County unless the County Council shall have first issued a license authorising him to do so and then only to the extent and in the manner expressly authorised by such license and by this part of this By-law and subject to the conditions of this part of this By-law.	[335, 327, 477, 410]
goods-quantity: 1 cwt	[460, 669, 477, 678]
seal-text: The Common Seal of the Chairman, Councillors and Inhabitants of the County of HAWERA was affixed to the above-written By-law in the presence of:—	[958, 691, 1092, 733]
paragraph: The above written joint By-law was made by separate and similar Special Orders duly confirmed at each of the Councils of the Counties hereinafter named on the dates set opposite their names respectively, that is to say:—	[954, 521, 1096, 571]
schedule-form	[954, 426, 1095, 517]
quantity-row	[343, 686, 476, 694]
paragraph: (6) Neglect to clean any private yard, way, passage or avenue under the jurisdiction or control of the Council by which neglect a nuisance or offensive smell or otherwise is caused;	[26, 371, 167, 413]
seal-text: The Common Seal of the Chairman, Councillors and Inhabitants of the County of STRATFORD was affixed to the above-written By-law in the presence of:—	[958, 1002, 1092, 1044]
paragraph: (24) Wilfully or negligently encumber or obstruct a road or public place in any manner whatsoever.	[26, 1088, 167, 1113]
section-heading: PART IX.	[541, 944, 580, 954]
paragraph: 266. No person in charge of any public billiard room shall allow any intoxicated person to enter or to remain in such room, nor shall he allow any person in such room to use blasphemous, obscene, filthy or indecent language or to be guilty of any noisy or improper behaviour.	[954, 163, 1096, 213]
section-heading: PART XI.	[851, 421, 889, 431]
paragraph: (c) By any retail chemist provided he does not keep or store other "dangerous goods" or "specially dangerous goods" exceeding the maximum quantity specified in subsection (a) of this section and provided such retail chemist shall apply in writing to the County Clerk to be registered in a register kept for that purpose and the County Clerk shall thereupon register him for the purpose of this section.	[335, 713, 477, 788]
columns-container	[24, 38, 1100, 2397]
quantity-row	[343, 694, 476, 702]
goods-quantity: 1 cyl	[462, 685, 477, 694]
paragraph: (7) Spill or cast or allow to be spilt or cast into or upon any road or public place any nightsoil or other offensive matter;	[26, 413, 167, 439]
goods-name: Paint oil of any description	[343, 652, 421, 661]
paragraph: 262. No person under the age of 18 years shall enter or remain in any public billiard room unless accompanied by his parent or guardian.	[799, 931, 941, 956]
schedule-form	[490, 868, 631, 937]
quantity-row	[343, 587, 476, 595]
seal-text: The Common Seal of the Chairman, Councillors and Inhabitants of the County of WAIMATE WEST was affixed to the above-written By-law in the presence of:—	[958, 850, 1092, 892]
section-heading: THE SCHEDULE ABOVE REFERRED TO.	[819, 322, 921, 341]
paragraph: pointed by the County and charged with the duty of seeing to the observance of this part of this By-law.	[490, 38, 631, 63]
paragraph: (19) Place, stop or leave standing any vehicle, motor cycle, tricycle, velocipede or other similar vehicle or machine on any road or public place unless the same is placed, stopped or left standing as close to one side or other of such road or public place as possible so as to leave the centre of the roadway as free as possible for traffic;	[26, 885, 167, 952]
paragraph: 239. No person shall without the written permission of the Council play any game of cricket, tennis, or bowls or other game in any of the reserves set apart for the purpose of playing such games therein.	[644, 749, 786, 791]
paragraph: 253. In this part of this By-law if not inconsistent with the context—	[799, 461, 941, 478]
quantity-table	[343, 563, 476, 711]
paragraph: 238. The Council may from time to time by resolution make special regulations and rules of the use of the reserves and for any of the purposes set forth.	[644, 715, 786, 749]
paragraph: (b) "Specially Dangerous Goods" include—	[342, 181, 468, 190]
paragraph: 215. No person while engaged in the conveyance of or working about or with specially dangerous goods shall while so engaged use any naked light or fire or smoke, strike matches or do any other act liable to cause danger therefrom, and every such person shall take all due precautions to the satisfaction of the Inspector to prevent danger therefrom.	[490, 590, 631, 656]
paragraph: (1) Drive any vehicle without having and holding proper and sufficient reins with which the vehicle may be controlled, or without some competent person having charge of the animal drawing the same or having the driver away from such animal so as to be unable to have full control thereof without passing through the near wheel or wheels of the vehicle a suitable chain or chains so as to effectively prevent the rotation of such wheel or wheels;	[180, 454, 322, 537]
paragraph: No person shall drive or take on or over such road, bridge or culvert any vehicle or any vehicle of a greater weight than is specified in such notice as the case may be.	[180, 1655, 322, 1688]
paragraph: 252. The license granted hereunder shall be transferred with the written consent of the Council endorsed on such license under the hand of the Clerk and upon payment of a fee to the Council of ten shillings and sixpence (10s 6d).	[799, 273, 941, 314]
paragraph: 254. No person shall keep or manage a public billiard room within any part of the County unless he shall have obtained from the Council a license so to do.	[799, 537, 941, 570]
paragraph: 235. No person shall in any of the reserves play at any game of chance or exhibit any sign-board, placard, painted sign, poster, photograph or advertisement of any kind whatever.	[644, 622, 786, 655]
seal-text: The Common Seal of the Chairman, Councillors and Inhabitants of the County of INGLEWOOD was affixed to the above-written By-law in the presence of:—	[958, 1073, 1092, 1115]
paragraph: (6) Place or leave or cause to be placed or left any hedge clippings or trimmings, trees or branches thereof;	[26, 49, 167, 74]
quantity-row	[343, 669, 476, 677]
paragraph: 200. No person shall tether or otherwise put or place any sheep, cattle, horses, goats, pigs or stock of any description for the purpose of depasturing or grazing the same in or upon any road or public place.	[180, 2148, 322, 2189]
goods-name: Terebene	[343, 628, 370, 637]
goods-name: Blasting dynamite	[343, 702, 396, 711]
paragraph: (2) Act as driver or have the sole charge of more than one vehicle unless in cases where two or more vehicles and no more are drawn each by one horse only and the horse of the hinder of such vehicle is attached by a sufficient rein to the centre of the tail board of the foremost of such vehicles;	[180, 538, 322, 596]
masthead-title: THE TARANAKI DAILY NEWS, SATURDAY, DECEMBER 4, 1926.	[283, 9, 881, 30]
paragraph: 186. Notwithstanding anything in this By-law any person having any horse or animal on any road or public place and whatsoever riding another animal or not shall when meeting any person, animal or vehicle proceed so that he shall be between the horse or other animal so led by him and the person, animal or vehicle he shall be meeting.	[180, 1294, 322, 1361]
goods-name: Spirits of wine	[343, 620, 386, 629]
goods-quantity: 1 cwt	[460, 661, 477, 670]
section-heading: FORM I.	[543, 681, 578, 691]
paragraph: 236. No person shall without written authority of the Council take any photograph or make any sketch or drawing in any of the reserves.	[644, 655, 786, 681]
schedule-form-text: No. County of ............ The Council of the County of ............ hereby license ............ to carry on business as hawker or pedlar within the County for the period until the ............ day of ............ subject in all respects to the provisions of the Taranaki Counties General By-law, 1926, for the time being in force. Dated this ............ day of ............ For and on behalf of the Council, Clerk.	[804, 349, 936, 409]
paragraph: HAWERA on the 13th day of November, 1926.	[954, 571, 1096, 588]
paragraph: 268. Upon the sale, lease, transfer or other disposition or change of ownership, occupancy, or management of any public billiard room, it shall not be lawful for the purchaser, lessee, transferee or other person acquiring interest therein as aforesaid to use or cause to be used the public billiard room for the purpose of playing therein any of the games aforesaid until he has made application accompanied by three (3) certificates of character by three respectable householders resident in the County in writing to the County Clerk to have his name endorsed on the license of the public billiard room as the keeper or transferee thereof, and paid to the County Clerk a fee of ten shillings (10/-) and the County Clerk (having first satisfied himself on a report from the Inspector or otherwise as to the character and competence of such applicant) has made such endorsement.	[954, 239, 1096, 396]
paragraph: 202. For the purpose of this part of this By-law the following expressions shall mean and include—	[180, 2296, 322, 2321]
paragraph: (11) Allow any dead animal to remain unburied on his land or on premises in his occupation within the County;	[26, 549, 167, 574]
seal-text: The Common Seal of the Chairman, Councillors and Inhabitants of the County of EGMONT was affixed to the above-written By-law in the presence of:—	[958, 922, 1092, 964]
paragraph: (5) Suspend or place any carcase, meat or offal so as to overhang any part of any road or public place or encroach thereon;	[26, 345, 167, 371]
paragraph: 218. No person shall—	[497, 1109, 563, 1118]
paragraph: seats or railing or climb upon or get over any fence or disturb, deface, damage or destroy any property, monument, memorial, erection, animal or object, building, thing or object of any description whatsoever in any Reserve.	[644, 38, 786, 79]
paragraph: (23) Wheel or conduct any truck, barrow or handcart along any footpath or water-table on any road or public place or across the same except by means of a constructed crossing or of a place made for the purpose;	[26, 1046, 167, 1087]
paragraph: 232. No person shall by any act whatsoever damage or injure any pond or lake or any gutter or drain in any of the reserves.	[644, 520, 786, 545]
paragraph: (vi) Gunpowder only to be kept in vermilion coloured boxes made of soft timber of not less than one inch thick. The nature of the contents shall be plainly marked on the outside of each box. The only metal used for nails or other fastening in the construction of such boxes shall be copper, and such boxes shall be kept in a dry place. No iron or steel implement shall be used in the opening of such boxes, nor shall any person not in charge of such boxes or an officer of the County be allowed to touch or open the same.	[490, 63, 631, 154]
paragraph: 250. The Council shall in addition to any other penalty or penalties imposed for breach of this By-law be at liberty to cancel the license granted to any person hereunder who shall fail to conform or observe any of the provisions of the Council's By-law in respect of his license or in respect of any other matter.	[799, 164, 941, 222]
schedule-form	[490, 695, 631, 764]
paragraph: 230. No person shall allow any dog or any animal belonging to him to stray or wander into and remain in any of the reserves.	[644, 444, 786, 469]
paragraph: (7) Leave any vehicle (not being a mechanically propelled vehicle) without any horse or other animal harnessed thereto except in the case of some accident having recently occurred thereto;	[180, 732, 322, 774]
paragraph: 225. No person shall wilfully or directly interfere with the enjoyment of the reserves by the public, or commit any nuisance therein.	[644, 291, 786, 316]
paragraph: shall show the same to any police constable or officer of the County Council who shall demand the same.	[799, 38, 941, 63]
quantity-row	[343, 653, 476, 661]
schedule-form	[490, 785, 631, 846]
paragraph: 243. The licensee in respect of any license so issued shall pay an annual fee to the Council of such amount as the Council may determine.	[644, 999, 786, 1024]
paragraph: 174. No person shall—	[33, 184, 99, 193]
paragraph: 226. No person shall act in an improper, indecent or disorderly manner or use foul or obscene language or conduct himself in any practice calculated or directed against any reserve in any of the reserves.	[644, 317, 786, 359]
paragraph: 264. Every licensee of a public billiard room shall have and keep painted in letters at least two inches long on the front of such billiard room or in case he occupies only a portion of a building on the front or entrance door to every room which such licensee keeps as a public billiard room his name in full with the words "Licensed to keep a public billiard room."	[954, 38, 1096, 104]
paragraph: (i) Painters' spirits, copal, benzine, gasoline and light naphtha and also all light mineral oils the specific gravity of which is less than 0.73 at a temperature of 60 degrees Fahrenheit;	[335, 190, 477, 224]
paragraph: (c) "Inspector" shall mean and include the person for the time being holding an appointment under the Council as Inspector under Part VIII of this By-law.	[335, 259, 477, 293]
paragraph: 246. No person shall be licensed as a hawker or pedlar under this part of this By-law unless he is over sixteen years of age.	[644, 1117, 786, 1142]
goods-name: Nitrous oxide gas	[343, 685, 394, 694]
paragraph: (a) By any person to keep on his premises any of the following goods if kept in sealed bottles or quantities not exceeding one dozen bottles of any one substance and not exceeding four dozen bottles in all or in quantities of one or more of such substances not exceeding ten gallons in all exclusive of that kept in sealed bottles, viz.: Benzoline, collodion, ether, methylated spirits, spirits of wine, terebene, turpentine, varnish, kerosene, gasoline;	[335, 436, 477, 519]
paragraph: WAIMATE WEST on the 18th day of November, 1926.	[954, 598, 1096, 615]
paragraph: 191. Any notice so posted having thereon the name of the County Clerk shall be deemed to have been posted under this By-law unless and until the contrary be proved.	[180, 1689, 322, 1722]
footer-note: The above County Councils have fixed Monday, the 20th day of December, 1926, as the day on which the said By-law shall come into operation.	[640, 1524, 814, 1550]
